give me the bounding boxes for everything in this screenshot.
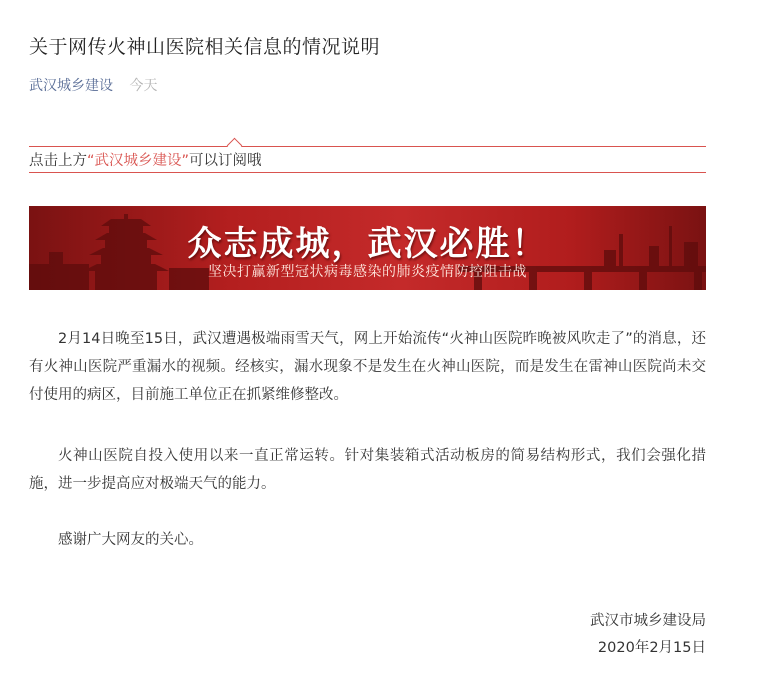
banner-image <box>29 206 706 290</box>
subscribe-text <box>29 149 262 170</box>
account-name-link[interactable]: 武汉城乡建设 <box>29 78 113 94</box>
banner-slogan: 众志成城，武汉必胜！ <box>187 224 548 264</box>
signature-date: 2020年2月15日 <box>597 640 706 656</box>
subscribe-bottom-rule <box>29 172 706 173</box>
subscribe-bar <box>29 140 706 173</box>
subscribe-account-link[interactable]: “武汉城乡建设” <box>87 153 190 169</box>
banner-subtitle: 坚决打赢新型冠状病毒感染的肺炎疫情防控阻击战 <box>208 264 527 280</box>
subscribe-top-rule <box>29 146 706 147</box>
publish-time: 今天 <box>129 78 158 94</box>
signature-org: 武汉市城乡建设局 <box>590 613 706 629</box>
subscribe-prefix: 点击上方 <box>29 153 87 169</box>
body-paragraph-1: 2月14日晚至15日，武汉遭遇极端雨雪天气，网上开始流传“火神山医院昨晚被风吹走了”的消息，还有火神山医院严重漏水的视频。经核实，漏水现象不是发生在火神山医院，而是发生在雷神山医院尚未交付使用的病区，目前施工单位正在抓紧维修整改。 <box>29 331 706 403</box>
subscribe-suffix: 可以订阅哦 <box>189 153 262 169</box>
body-paragraph-3: 感谢广大网友的关心。 <box>58 532 203 548</box>
body-paragraph-2: 火神山医院自投入使用以来一直正常运转。针对集装箱式活动板房的简易结构形式，我们会强化措施，进一步提高应对极端天气的能力。 <box>29 448 706 492</box>
article-meta <box>29 75 157 95</box>
article-title: 关于网传火神山医院相关信息的情况说明 <box>29 36 381 58</box>
